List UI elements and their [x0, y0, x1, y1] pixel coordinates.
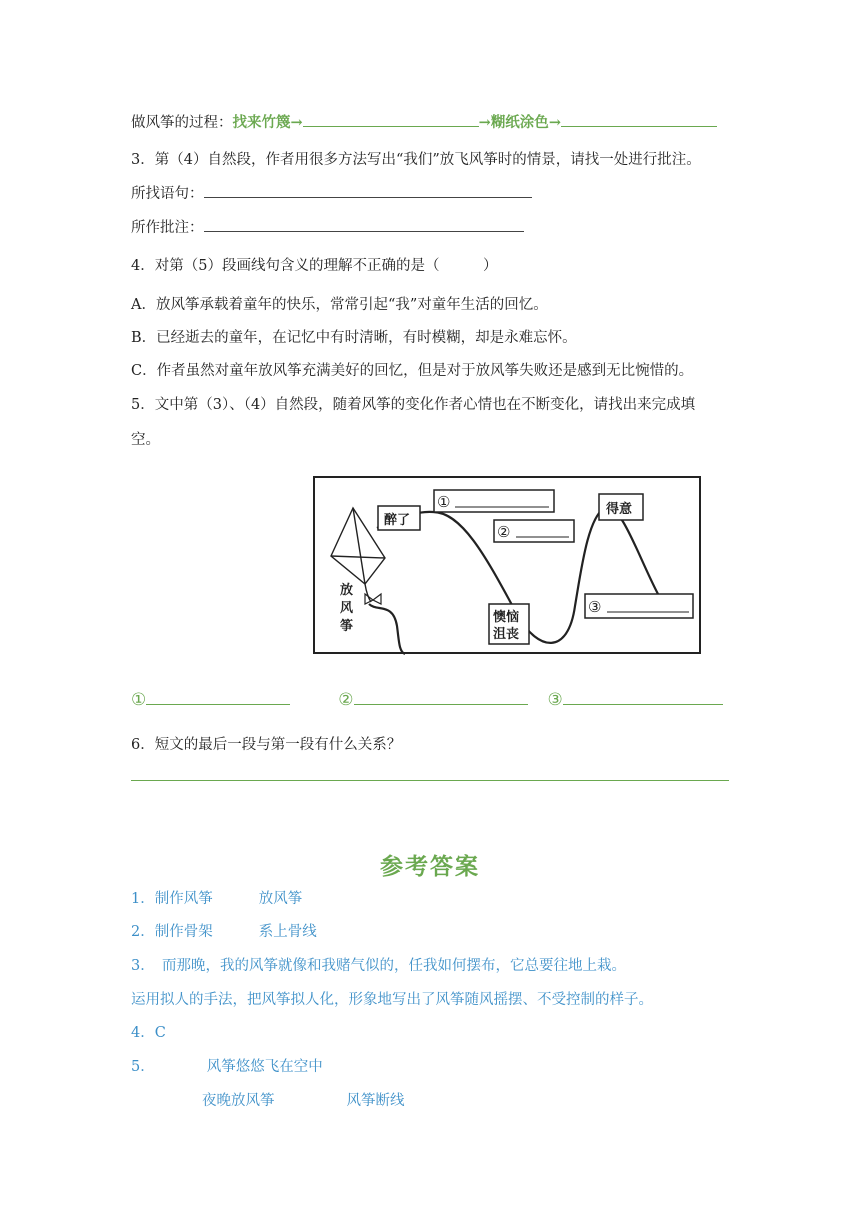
answer-1-part1: 制作风筝 — [154, 891, 213, 907]
q5-blank-3[interactable] — [563, 690, 723, 705]
mood-mark-2: ② — [497, 523, 511, 541]
q6-answer-line[interactable] — [131, 780, 729, 781]
answer-3-line1: 3． 而那晚，我的风筝就像和我赌气似的，任我如何摆布，它总要往地上栽。 — [131, 958, 626, 974]
answer-2-part2: 系上骨线 — [258, 924, 317, 940]
q3-note-row — [131, 216, 524, 237]
annoyed-label-1: 懊恼 — [493, 610, 520, 625]
answer-5-part2: 夜晚放风筝 — [202, 1093, 275, 1109]
q3-note-label: 所作批注： — [131, 220, 204, 236]
mood-mark-3: ③ — [588, 598, 602, 616]
kite-label-1: 放 — [340, 583, 354, 598]
question-5-line2: 空。 — [131, 432, 160, 448]
q5-blank-1[interactable] — [146, 690, 290, 705]
answer-3-line2: 运用拟人的手法，把风筝拟人化，形象地写出了风筝随风摇摆、不受控制的样子。 — [131, 992, 653, 1008]
q5-blanks-row — [131, 690, 723, 710]
kite-label-2: 风 — [340, 601, 354, 616]
blank-mark-1: ① — [131, 690, 147, 710]
answer-5-part1: 风筝悠悠飞在空中 — [206, 1059, 323, 1075]
process-label: 做风筝的过程： — [131, 115, 233, 131]
q4-option-b[interactable]: B．已经逝去的童年，在记忆中有时清晰，有时模糊，却是永难忘怀。 — [131, 330, 577, 346]
q3-found-label: 所找语句： — [131, 186, 204, 202]
arrow-icon: → — [478, 114, 491, 131]
arrow-icon: → — [290, 114, 303, 131]
answer-1-part2: 放风筝 — [258, 891, 303, 907]
mood-curve-diagram — [313, 476, 703, 656]
q3-found-blank[interactable] — [204, 183, 532, 198]
question-4: 4．对第（5）段画线句含义的理解不正确的是（ ） — [131, 258, 498, 274]
process-blank-2[interactable] — [561, 112, 717, 127]
annoyed-label-2: 沮丧 — [493, 627, 520, 642]
answer-5-line1 — [131, 1055, 323, 1076]
process-blank-1[interactable] — [303, 112, 479, 127]
q4-option-a[interactable]: A．放风筝承载着童年的快乐，常常引起“我”对童年生活的回忆。 — [131, 297, 548, 313]
q5-blank-2[interactable] — [354, 690, 528, 705]
answer-2-num: 2． — [131, 924, 155, 940]
answer-1 — [131, 887, 302, 908]
answer-2 — [131, 920, 317, 941]
question-3: 3．第（4）自然段，作者用很多方法写出“我们”放飞风筝时的情景，请找一处进行批注。 — [131, 152, 701, 168]
q3-note-blank[interactable] — [204, 217, 524, 232]
answer-1-num: 1． — [131, 891, 155, 907]
process-step1: 找来竹篾 — [232, 114, 291, 131]
q4-option-c[interactable]: C．作者虽然对童年放风筝充满美好的回忆，但是对于放风筝失败还是感到无比惋惜的。 — [131, 363, 694, 379]
answer-5-part3: 风筝断线 — [346, 1093, 405, 1109]
answer-5-num: 5． — [131, 1059, 155, 1075]
blank-mark-3: ③ — [547, 690, 563, 710]
answer-2-part1: 制作骨架 — [154, 924, 213, 940]
arrow-icon: → — [548, 114, 561, 131]
mood-box-1[interactable] — [434, 490, 554, 512]
drunk-label: 醉了 — [384, 513, 411, 528]
question-6: 6．短文的最后一段与第一段有什么关系？ — [131, 737, 402, 753]
question-5-line1: 5．文中第（3）、（4）自然段，随着风筝的变化作者心情也在不断变化，请找出来完成填 — [131, 397, 696, 413]
q3-found-row — [131, 182, 532, 203]
blank-mark-2: ② — [338, 690, 354, 710]
mood-mark-1: ① — [437, 493, 451, 511]
process-line — [131, 111, 717, 132]
process-step3: 糊纸涂色 — [490, 114, 549, 131]
answer-5-line2 — [202, 1089, 405, 1110]
proud-label: 得意 — [606, 502, 633, 517]
answers-title: 参考答案 — [380, 853, 480, 880]
kite-label-3: 筝 — [340, 619, 354, 634]
answer-4: 4．C — [131, 1025, 166, 1041]
